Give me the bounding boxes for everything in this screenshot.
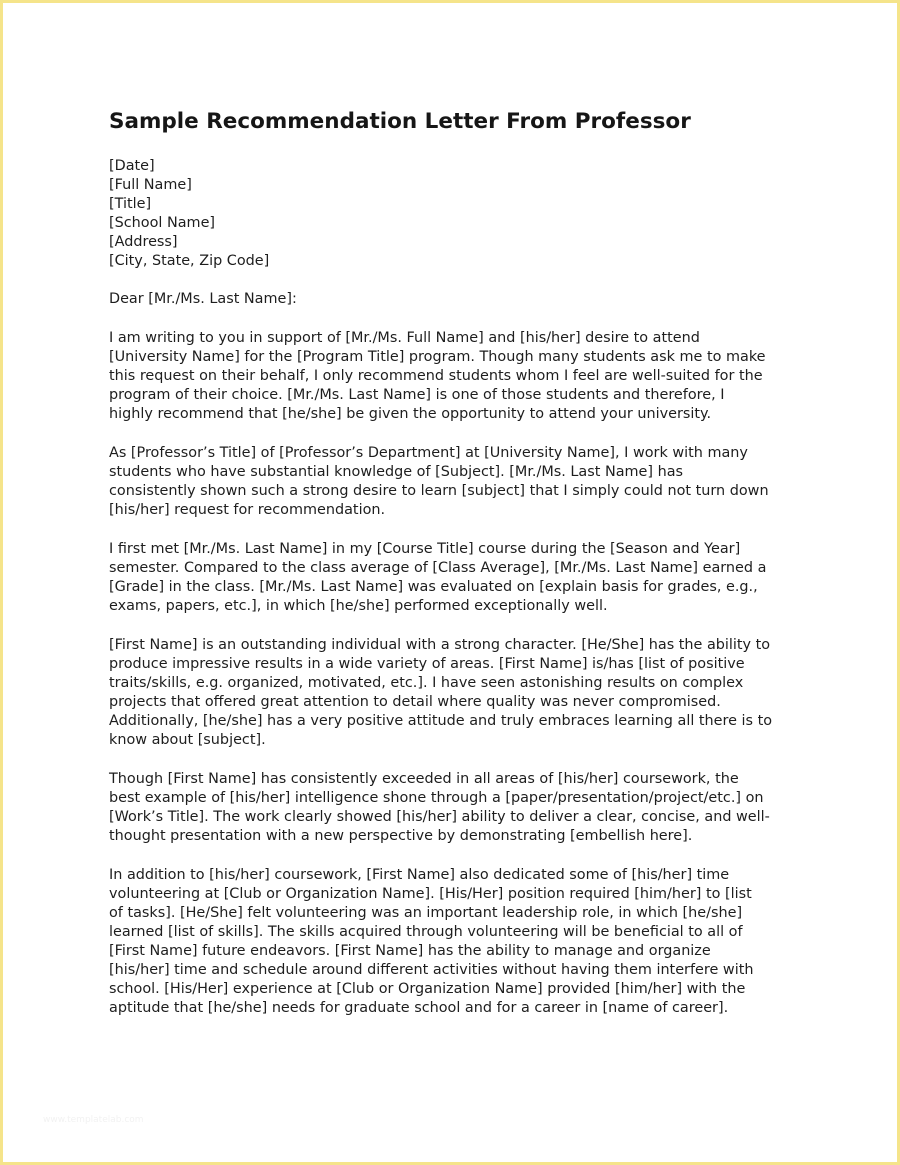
paragraph-line: [his/her] time and schedule around different activities without having them interfere with — [109, 962, 754, 978]
paragraph-line: I first met [Mr./Ms. Last Name] in my [Course Title] course during the [Season and Year] — [109, 541, 741, 557]
paragraph-line: projects that offered great attention to detail where quality was never compromised. — [109, 694, 721, 710]
paragraph-3 — [109, 540, 809, 616]
paragraph-line: [First Name] future endeavors. [First Name] has the ability to manage and organize — [109, 943, 711, 959]
paragraph-line: [First Name] is an outstanding individual with a strong character. [He/She] has the ability to — [109, 637, 771, 653]
address-line-school-name: [School Name] — [109, 215, 216, 231]
paragraph-line: aptitude that [he/she] needs for graduate school and for a career in [name of career]. — [109, 1000, 729, 1016]
paragraph-line: learned [list of skills]. The skills acquired through volunteering will be beneficial to all of — [109, 924, 743, 940]
paragraph-line: [Work’s Title]. The work clearly showed [his/her] ability to deliver a clear, concise, and well- — [109, 809, 770, 825]
address-block — [109, 157, 809, 271]
paragraph-line: school. [His/Her] experience at [Club or Organization Name] provided [him/her] with the — [109, 981, 746, 997]
address-line-city-state-zip: [City, State, Zip Code] — [109, 253, 270, 269]
paragraph-line: I am writing to you in support of [Mr./Ms. Full Name] and [his/her] desire to attend — [109, 330, 700, 346]
paragraph-line: consistently shown such a strong desire to learn [subject] that I simply could not turn down — [109, 483, 769, 499]
paragraph-line: this request on their behalf, I only recommend students whom I feel are well-suited for the — [109, 368, 763, 384]
paragraph-1 — [109, 329, 809, 424]
letter-content — [109, 107, 809, 1038]
paragraph-line: thought presentation with a new perspective by demonstrating [embellish here]. — [109, 828, 693, 844]
paragraph-line: As [Professor’s Title] of [Professor’s Department] at [University Name], I work with many — [109, 445, 748, 461]
paragraph-line: know about [subject]. — [109, 732, 266, 748]
paragraph-line: semester. Compared to the class average of [Class Average], [Mr./Ms. Last Name] earned a — [109, 560, 767, 576]
address-line-address: [Address] — [109, 234, 178, 250]
paragraph-2 — [109, 444, 809, 520]
paragraph-6 — [109, 866, 809, 1018]
paragraph-line: In addition to [his/her] coursework, [First Name] also dedicated some of [his/her] time — [109, 867, 730, 883]
paragraph-line: best example of [his/her] intelligence shone through a [paper/presentation/project/etc.] on — [109, 790, 764, 806]
paragraph-line: [his/her] request for recommendation. — [109, 502, 386, 518]
paragraph-line: produce impressive results in a wide variety of areas. [First Name] is/has [list of positive — [109, 656, 745, 672]
paragraph-line: highly recommend that [he/she] be given the opportunity to attend your university. — [109, 406, 712, 422]
paragraph-line: [University Name] for the [Program Title] program. Though many students ask me to make — [109, 349, 766, 365]
paragraph-line: [Grade] in the class. [Mr./Ms. Last Name] was evaluated on [explain basis for grades, e.g., — [109, 579, 758, 595]
paragraph-5 — [109, 770, 809, 846]
paragraph-line: Though [First Name] has consistently exceeded in all areas of [his/her] coursework, the — [109, 771, 739, 787]
page-title: Sample Recommendation Letter From Professor — [109, 109, 691, 134]
address-line-title: [Title] — [109, 196, 152, 212]
salutation: Dear [Mr./Ms. Last Name]: — [109, 291, 297, 307]
paragraph-4 — [109, 636, 809, 750]
watermark: www.templatelab.com — [43, 1115, 144, 1125]
address-line-date: [Date] — [109, 158, 155, 174]
paragraph-line: volunteering at [Club or Organization Name]. [His/Her] position required [him/her] to [list — [109, 886, 752, 902]
paragraph-line: of tasks]. [He/She] felt volunteering was an important leadership role, in which [he/she] — [109, 905, 743, 921]
paragraph-line: exams, papers, etc.], in which [he/she] performed exceptionally well. — [109, 598, 608, 614]
paragraph-line: students who have substantial knowledge of [Subject]. [Mr./Ms. Last Name] has — [109, 464, 684, 480]
paragraph-line: program of their choice. [Mr./Ms. Last Name] is one of those students and therefore, I — [109, 387, 725, 403]
paragraph-line: traits/skills, e.g. organized, motivated, etc.]. I have seen astonishing results on complex — [109, 675, 744, 691]
address-line-full-name: [Full Name] — [109, 177, 192, 193]
paragraph-line: Additionally, [he/she] has a very positive attitude and truly embraces learning all there is to — [109, 713, 773, 729]
